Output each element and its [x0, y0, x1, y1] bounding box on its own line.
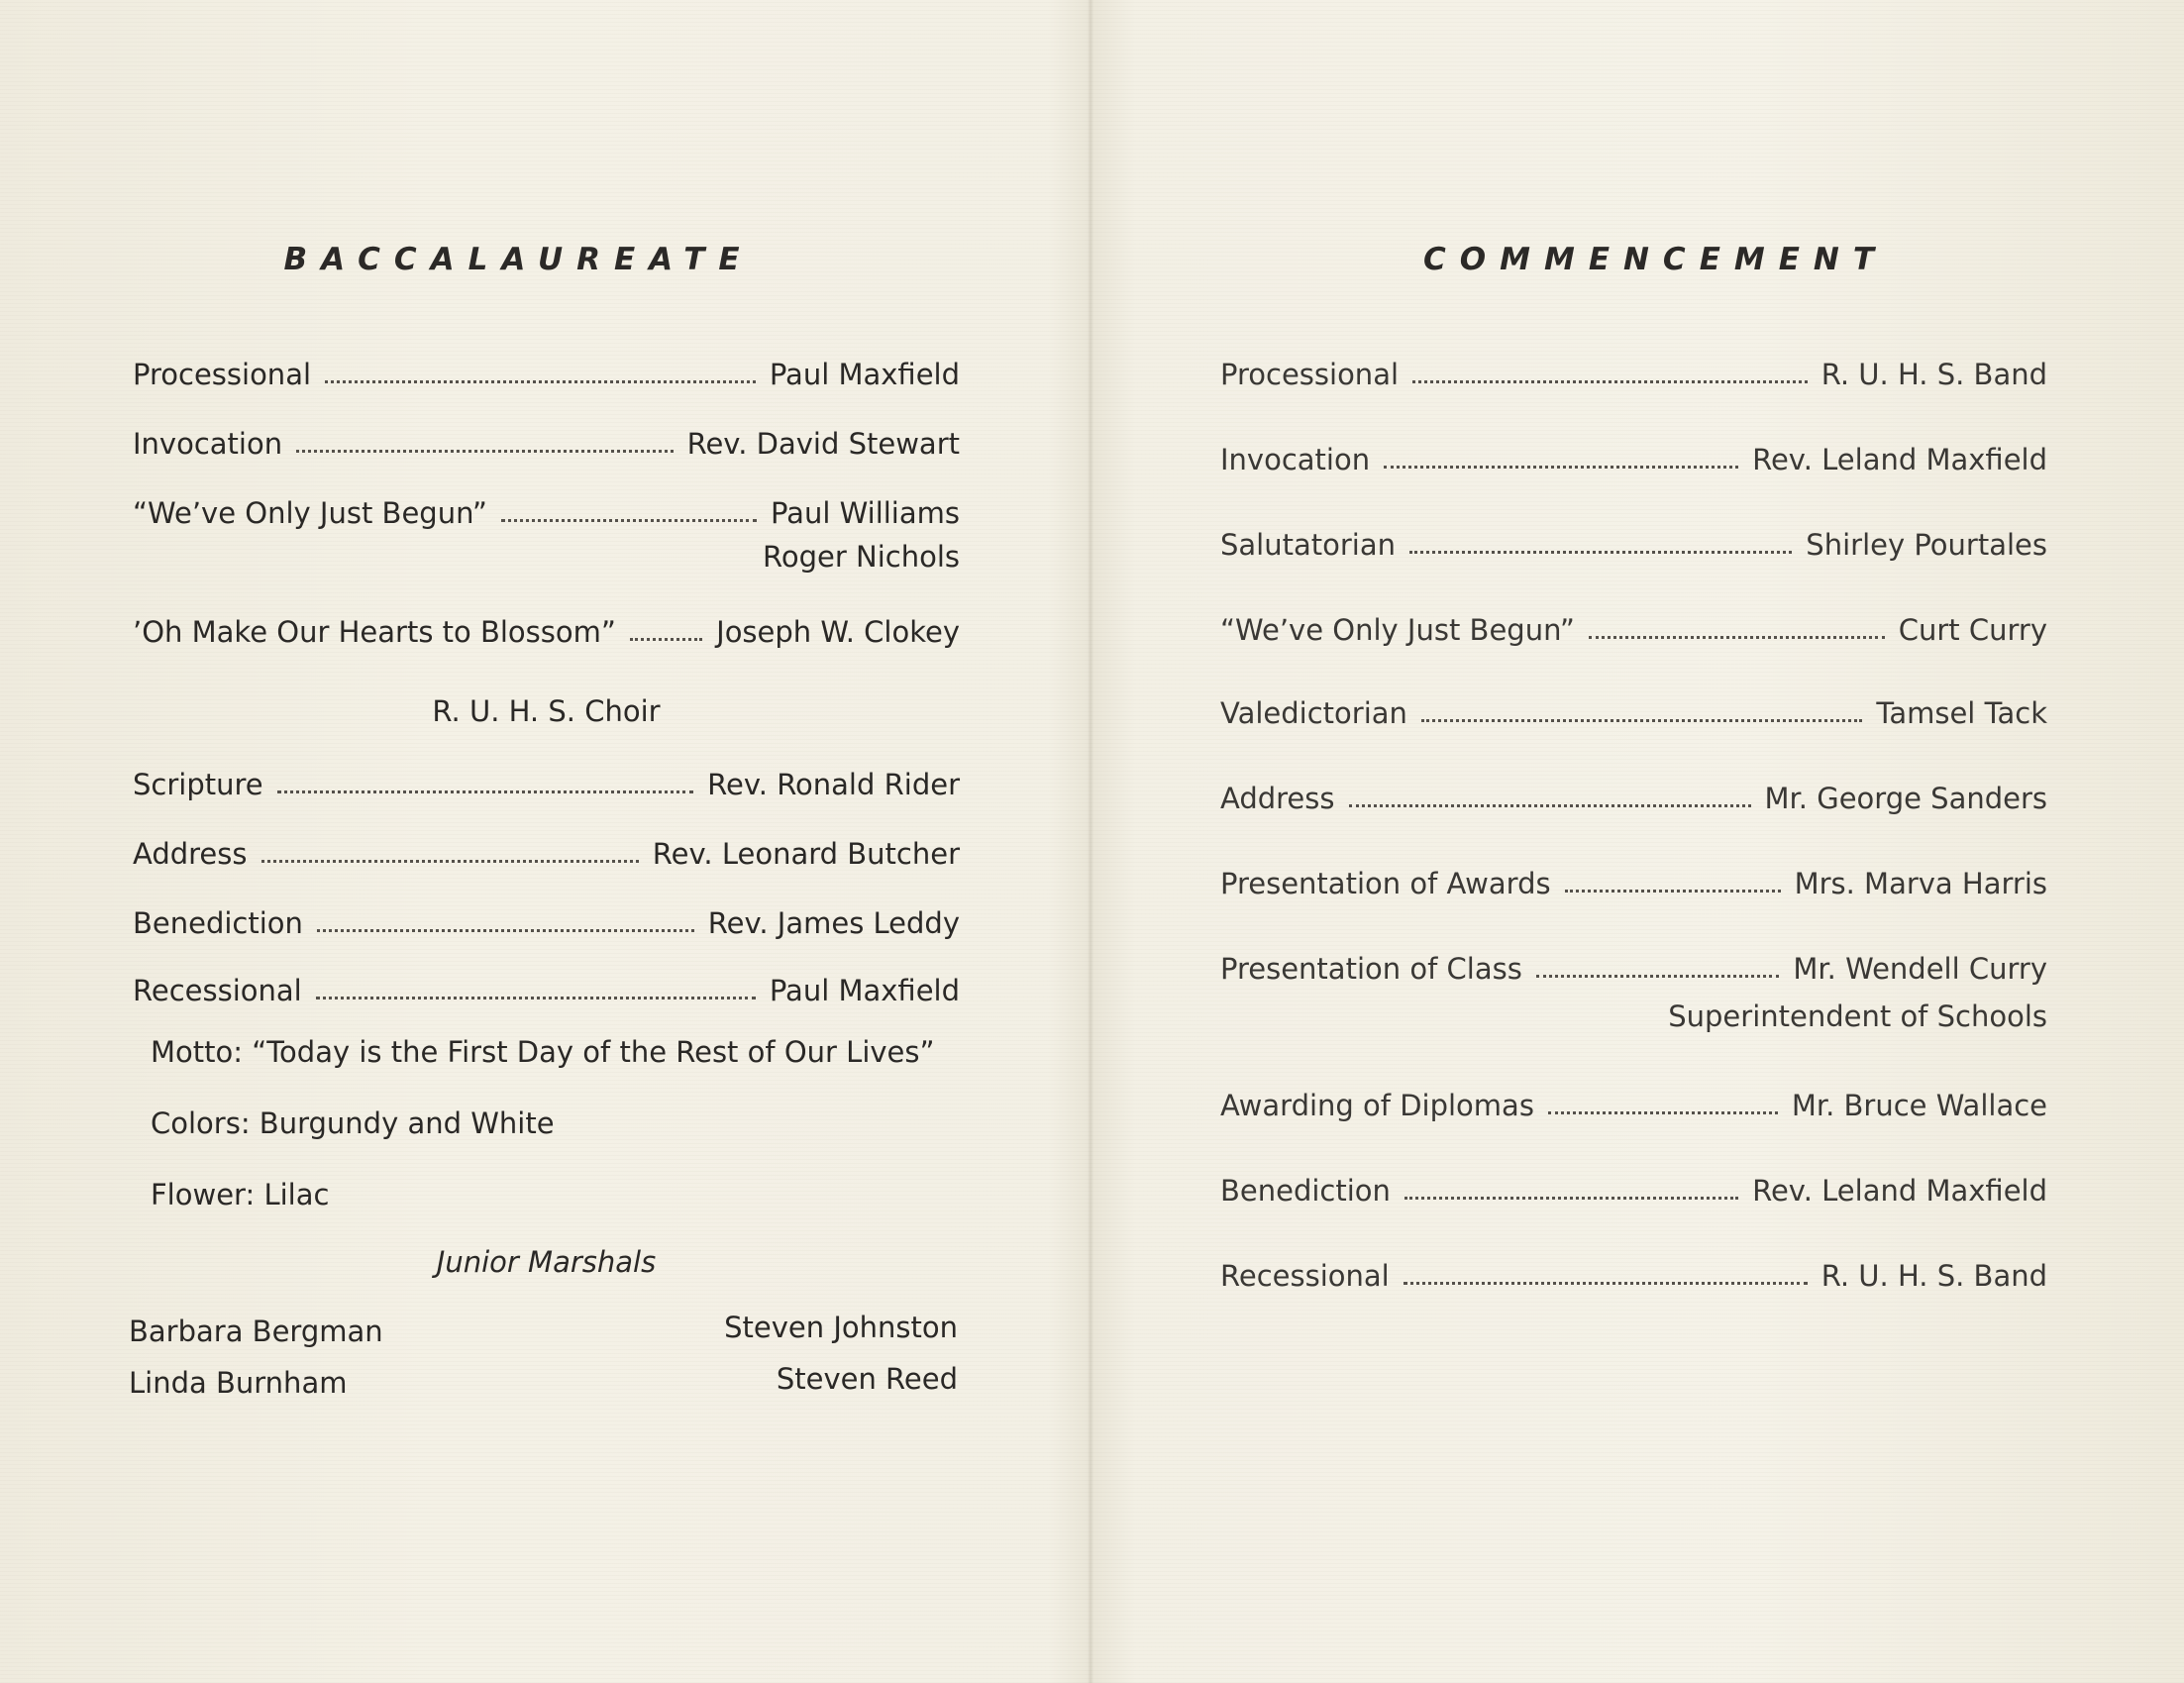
program-item-label: Scripture [133, 768, 263, 801]
program-row [1220, 519, 2047, 563]
dot-leader [1349, 804, 1751, 807]
program-item-label: Processional [133, 358, 312, 391]
marshal-name: Linda Burnham [129, 1366, 348, 1400]
program-row [133, 606, 960, 650]
program-item-name: Mr. Wendell Curry [1793, 952, 2047, 986]
dot-leader [1412, 380, 1808, 383]
choir-line: R. U. H. S. Choir [432, 694, 661, 728]
program-item-label: Valedictorian [1220, 696, 1407, 730]
program-item-label: Invocation [1220, 443, 1371, 476]
program-item-label: Presentation of Class [1220, 952, 1522, 986]
program-item-label: Salutatorian [1220, 528, 1397, 562]
commencement-heading: COMMENCEMENT [1423, 242, 1888, 277]
program-row [1220, 858, 2047, 901]
dot-leader [1589, 636, 1885, 639]
program-row [1220, 1250, 2047, 1294]
program-item-name: Rev. David Stewart [686, 427, 960, 461]
dot-leader [1404, 1282, 1808, 1285]
program-item-name: Mrs. Marva Harris [1794, 867, 2047, 900]
program-item-label: Benediction [133, 906, 303, 940]
program-row [1220, 349, 2047, 392]
program-item-label: Awarding of Diplomas [1220, 1089, 1534, 1122]
program-row [133, 759, 960, 802]
program-item-name: Rev. Leland Maxfield [1752, 1174, 2047, 1208]
program-row [1220, 604, 2047, 648]
dot-leader [325, 380, 756, 383]
dot-leader [1409, 551, 1792, 554]
program-item-label: ’Oh Make Our Hearts to Blossom” [133, 615, 616, 649]
junior-marshals-heading: Junior Marshals [436, 1245, 657, 1279]
dot-leader [1565, 890, 1781, 893]
program-item-name: Rev. Ronald Rider [707, 768, 960, 801]
dot-leader [261, 860, 639, 863]
program-item-name: Joseph W. Clokey [716, 615, 960, 649]
program-item-label: Address [133, 837, 248, 871]
dot-leader [1404, 1197, 1738, 1200]
program-item-name: Paul Williams [770, 496, 960, 530]
program-row [1220, 1165, 2047, 1209]
program-row [1220, 434, 2047, 477]
program-item-name: Curt Curry [1898, 613, 2047, 647]
marshal-name: Steven Reed [776, 1362, 958, 1396]
program-row [133, 828, 960, 872]
program-item-label: Address [1220, 782, 1335, 815]
program-item-name-continued: Superintendent of Schools [1668, 999, 2047, 1033]
program-item-label: Invocation [133, 427, 283, 461]
marshal-name: Steven Johnston [724, 1311, 958, 1344]
program-row [133, 487, 960, 531]
program-row [133, 965, 960, 1008]
program-item-label: Recessional [133, 974, 302, 1007]
program-item-label: “We’ve Only Just Begun” [133, 496, 487, 530]
program-row [133, 418, 960, 462]
program-row [133, 897, 960, 941]
marshal-name: Barbara Bergman [129, 1315, 383, 1348]
dot-leader [317, 929, 694, 932]
program-item-name: Paul Maxfield [769, 358, 960, 391]
program-item-name: Rev. Leland Maxfield [1752, 443, 2047, 476]
program-item-label: Recessional [1220, 1259, 1390, 1293]
program-row [1220, 943, 2047, 987]
program-item-name: Mr. George Sanders [1764, 782, 2047, 815]
program-item-label: Processional [1220, 358, 1400, 391]
dot-leader [630, 638, 702, 641]
program-row [1220, 1080, 2047, 1123]
flower-line: Flower: Lilac [151, 1178, 330, 1211]
motto-line: Motto: “Today is the First Day of the Rest of Our Lives” [151, 1035, 935, 1069]
dot-leader [1421, 719, 1862, 722]
program-item-label: Presentation of Awards [1220, 867, 1551, 900]
program-item-name: R. U. H. S. Band [1820, 358, 2047, 391]
baccalaureate-heading: BACCALAUREATE [283, 242, 754, 277]
dot-leader [501, 519, 757, 522]
colors-line: Colors: Burgundy and White [151, 1106, 555, 1140]
dot-leader [1548, 1111, 1778, 1114]
dot-leader [316, 997, 756, 999]
program-row [1220, 687, 2047, 731]
program-item-name: R. U. H. S. Band [1820, 1259, 2047, 1293]
dot-leader [296, 450, 674, 453]
program-row [1220, 773, 2047, 816]
center-fold [1088, 0, 1093, 1683]
program-item-name: Mr. Bruce Wallace [1791, 1089, 2047, 1122]
dot-leader [1536, 975, 1780, 978]
dot-leader [1384, 466, 1738, 469]
program-item-name: Shirley Pourtales [1806, 528, 2047, 562]
program-item-name: Rev. James Leddy [707, 906, 960, 940]
program-item-name-continued: Roger Nichols [763, 540, 960, 574]
program-item-label: “We’ve Only Just Begun” [1220, 613, 1575, 647]
program-item-label: Benediction [1220, 1174, 1391, 1208]
program-row [133, 349, 960, 392]
program-item-name: Tamsel Tack [1876, 696, 2047, 730]
program-item-name: Rev. Leonard Butcher [652, 837, 960, 871]
program-item-name: Paul Maxfield [769, 974, 960, 1007]
dot-leader [277, 790, 694, 793]
